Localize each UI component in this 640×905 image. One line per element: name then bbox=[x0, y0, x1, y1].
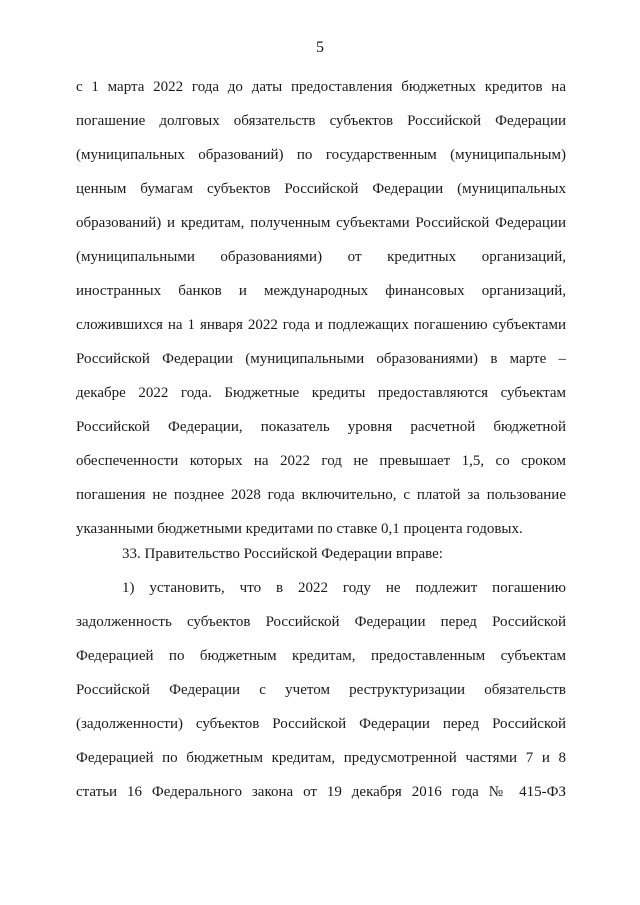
text-line: Российской Федерации, показатель уровня расчетной бюджетной bbox=[76, 419, 566, 435]
text-line: указанными бюджетными кредитами по ставке 0,1 процента годовых. bbox=[76, 521, 523, 537]
section-33 bbox=[76, 537, 566, 809]
item-1-line: (задолженности) субъектов Российской Федерации перед Российской bbox=[76, 716, 566, 732]
text-line: ценным бумагам субъектов Российской Федерации (муниципальных bbox=[76, 181, 566, 197]
item-1-line: Федерацией по бюджетным кредитам, предоставленным субъектам bbox=[76, 648, 566, 664]
page-number: 5 bbox=[316, 39, 324, 56]
text-line: иностранных банков и международных финансовых организаций, bbox=[76, 283, 566, 299]
text-line: обеспеченности которых на 2022 год не превышает 1,5, со сроком bbox=[76, 453, 566, 469]
text-line: (муниципальных образований) по государственным (муниципальным) bbox=[76, 147, 566, 163]
text-line: Российской Федерации (муниципальными образованиями) в марте – bbox=[76, 351, 566, 367]
text-line: с 1 марта 2022 года до даты предоставления бюджетных кредитов на bbox=[76, 79, 566, 95]
item-1-line: статьи 16 Федерального закона от 19 декабря 2016 года № 415-ФЗ bbox=[76, 784, 566, 800]
item-1-line: Российской Федерации с учетом реструктуризации обязательств bbox=[76, 682, 566, 698]
section-heading: 33. Правительство Российской Федерации вправе: bbox=[122, 546, 443, 562]
text-line: декабре 2022 года. Бюджетные кредиты предоставляются субъектам bbox=[76, 385, 566, 401]
text-line: (муниципальными образованиями) от кредитных организаций, bbox=[76, 249, 566, 265]
paragraph-continuation bbox=[76, 70, 566, 546]
text-line: погашение долговых обязательств субъектов Российской Федерации bbox=[76, 113, 566, 129]
text-line: сложившихся на 1 января 2022 года и подлежащих погашению субъектами bbox=[76, 317, 566, 333]
item-1-line: задолженность субъектов Российской Федерации перед Российской bbox=[76, 614, 566, 630]
item-1-line: 1) установить, что в 2022 году не подлежит погашению bbox=[122, 580, 566, 596]
text-line: образований) и кредитам, полученным субъектами Российской Федерации bbox=[76, 215, 566, 231]
text-line: погашения не позднее 2028 года включительно, с платой за пользование bbox=[76, 487, 566, 503]
item-1-line: Федерацией по бюджетным кредитам, предусмотренной частями 7 и 8 bbox=[76, 750, 566, 766]
